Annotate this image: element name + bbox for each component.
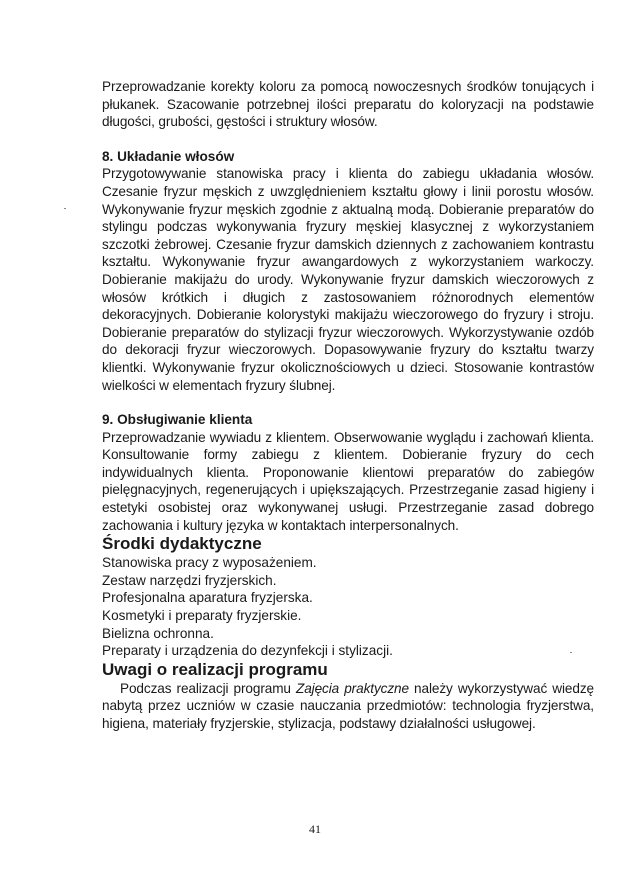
list-item: Stanowiska pracy z wyposażeniem. xyxy=(102,555,317,571)
section-9-heading: 9. Obsługiwanie klienta xyxy=(102,412,253,428)
list-item: Zestaw narzędzi fryzjerskich. xyxy=(102,572,277,588)
uwagi-heading: Uwagi o realizacji programu xyxy=(102,659,328,679)
uwagi-text-after: należy wykorzystywać wiedzę nabytą przez uczniów w czasie nauczania przedmiotów: technologia fryzjerstwa, higiena, materiały fryzjerskie, stylizacja, podstawy działalności usługowej. xyxy=(102,680,594,731)
scan-speck xyxy=(570,652,572,653)
section-8-body: Przygotowywanie stanowiska pracy i klienta do zabiegu układania włosów. Czesanie fryzur męskich z uwzględnieniem kształtu głowy i linii porostu włosów. Wykonywanie fryzur męskich zgodnie z aktualną modą. Dobieranie preparatów do stylingu podczas wykonywania fryzury męskiej klasycznej z wykorzystaniem szczotki żebrowej. Czesanie fryzur damskich dziennych z zachowaniem kontrastu kształtu. Wykonywanie fryzur awangardowych z wykorzystaniem warkoczy. Dobieranie makijażu do urody. Wykonywanie fryzur damskich wieczorowych z włosów krótkich i długich z zastosowaniem różnorodnych elementów dekoracyjnych. Dobieranie kolorystyki makijażu wieczorowego do fryzury i stroju. Dobieranie preparatów do stylizacji fryzur wieczorowych. Wykorzystywanie ozdób do dekoracji fryzur wieczorowych. Dopasowywanie fryzury do kształtu twarzy klientki. Wykonywanie fryzur okolicznościowych u dzieci. Stosowanie kontrastów wielkości w elementach fryzury ślubnej. xyxy=(102,166,594,393)
section-8-heading: 8. Układanie włosów xyxy=(102,148,235,164)
srodki-heading: Środki dydaktyczne xyxy=(102,534,262,554)
page-number: 41 xyxy=(309,822,321,836)
list-item: Kosmetyki i preparaty fryzjerskie. xyxy=(102,608,302,624)
uwagi-text-before: Podczas realizacji programu xyxy=(120,680,296,696)
list-item: Profesjonalna aparatura fryzjerska. xyxy=(102,590,313,606)
list-item: Bielizna ochronna. xyxy=(102,625,214,641)
uwagi-subject-title: Zajęcia praktyczne xyxy=(296,680,409,696)
section-9-body: Przeprowadzanie wywiadu z klientem. Obserwowanie wyglądu i zachowań klienta. Konsultowanie formy zabiegu z klientem. Dobieranie fryzury do cech indywidualnych klienta. Proponowanie klientowi preparatów do zabiegów pielęgnacyjnych, regenerujących i upiększających. Przestrzeganie zasad higieny i estetyki osobistej oraz wykonywanej usługi. Przestrzeganie zasad dobrego zachowania i kultury języka w kontaktach interpersonalnych. xyxy=(102,429,594,533)
srodki-list xyxy=(102,554,594,660)
uwagi-body xyxy=(102,680,594,733)
intro-paragraph: Przeprowadzanie korekty koloru za pomocą nowoczesnych środków tonujących i płukanek. Szacowanie potrzebnej ilości preparatu do koloryzacji na podstawie długości, grubości, gęstości i struktury włosów. xyxy=(102,79,594,130)
scan-speck xyxy=(64,208,66,209)
page-content xyxy=(102,78,594,733)
list-item: Preparaty i urządzenia do dezynfekcji i stylizacji. xyxy=(102,643,393,659)
